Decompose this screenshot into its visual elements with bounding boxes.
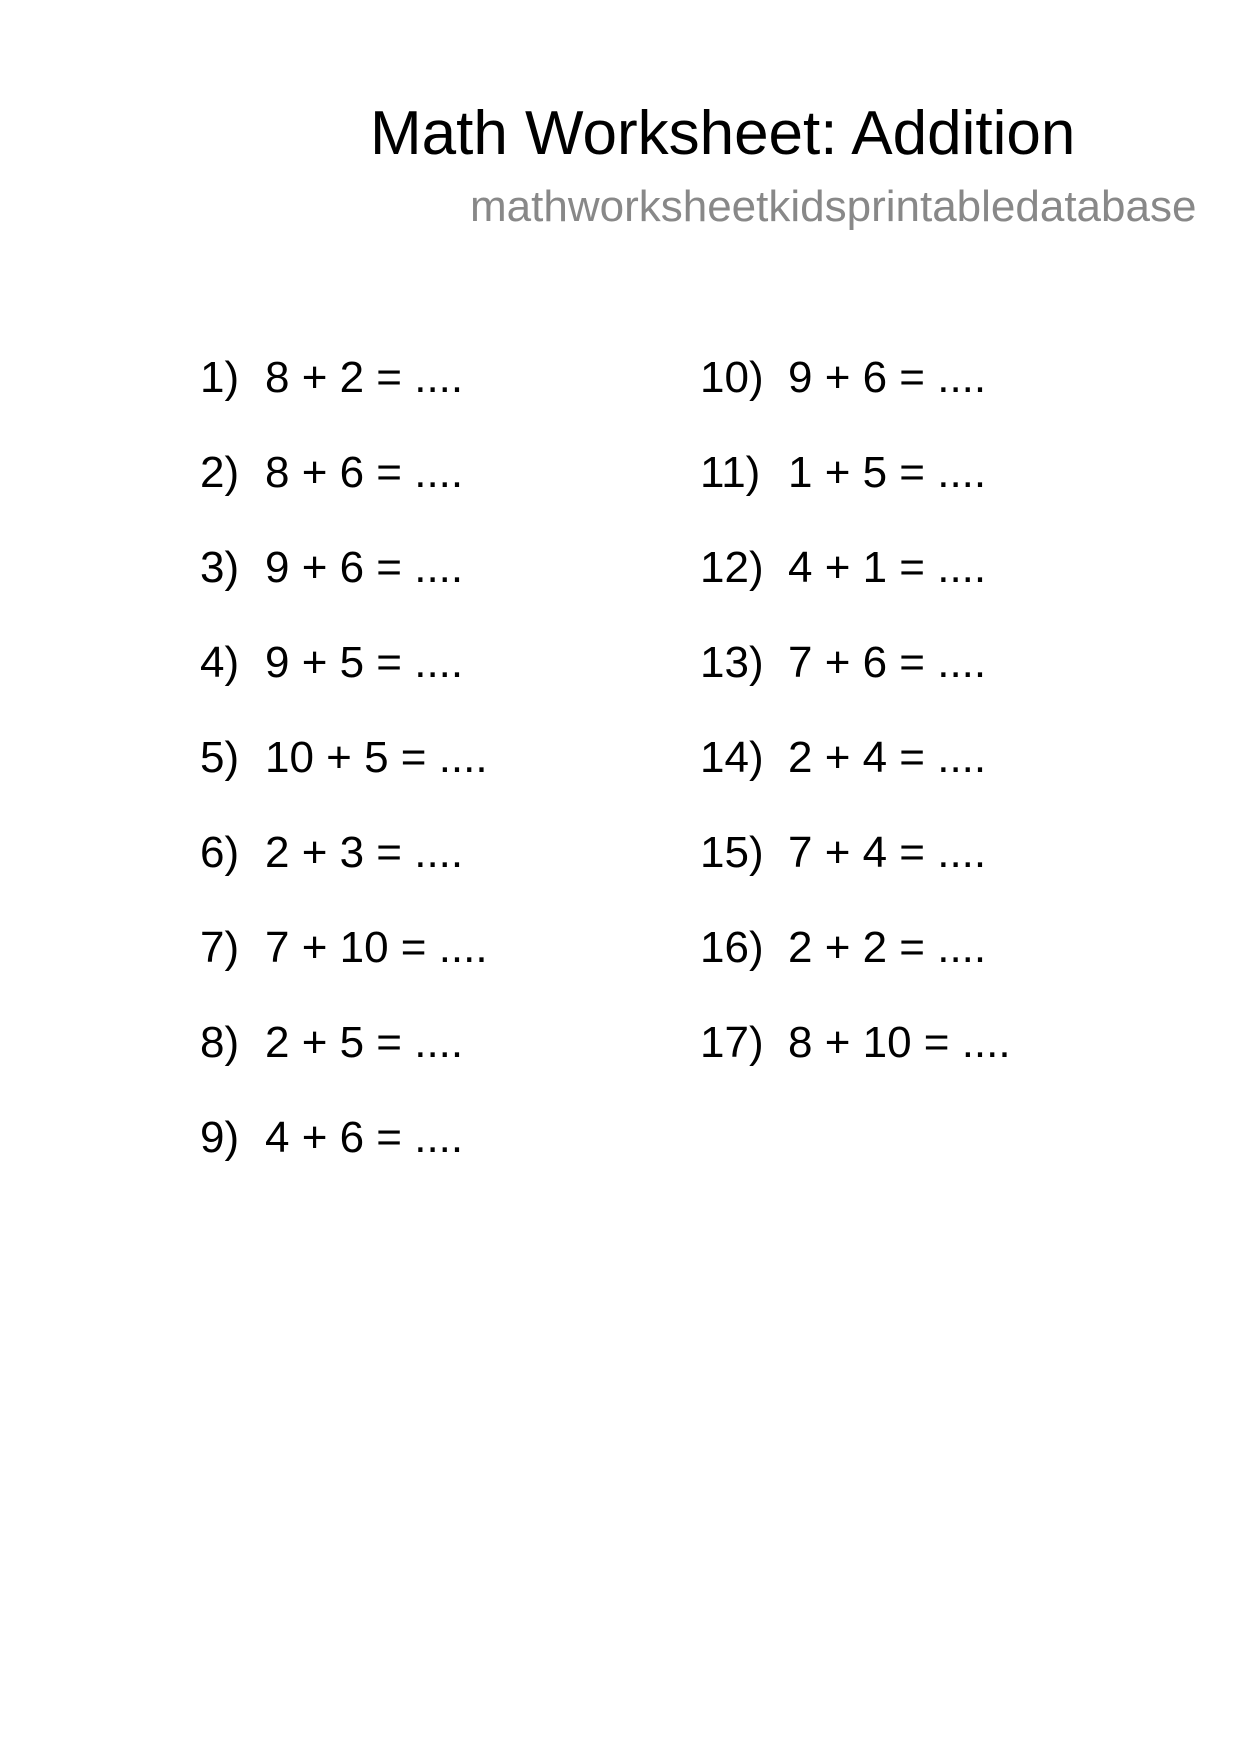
- problem-item: [200, 348, 488, 443]
- problem-expression: 10 + 5 = ....: [265, 733, 488, 782]
- problem-item: [700, 918, 1011, 1013]
- worksheet-title: Math Worksheet: Addition: [370, 99, 1076, 168]
- problem-item: [700, 443, 1011, 538]
- problem-item: [700, 1013, 1011, 1108]
- problem-expression: 9 + 6 = ....: [265, 543, 464, 592]
- problem-expression: 2 + 4 = ....: [788, 733, 987, 782]
- problem-item: [200, 443, 488, 538]
- problem-expression: 9 + 5 = ....: [265, 638, 464, 687]
- problem-item: [200, 728, 488, 823]
- problem-expression: 2 + 5 = ....: [265, 1018, 464, 1067]
- problem-item: [200, 1013, 488, 1108]
- problem-number: 12): [700, 543, 764, 592]
- problem-number: 5): [200, 733, 240, 782]
- problem-number: 13): [700, 638, 764, 687]
- problem-number: 6): [200, 828, 240, 877]
- problem-item: [200, 633, 488, 728]
- problem-number: 3): [200, 543, 240, 592]
- problem-number: 10): [700, 353, 764, 402]
- worksheet-subtitle: mathworksheetkidsprintabledatabase: [470, 182, 1197, 231]
- problem-item: [700, 728, 1011, 823]
- problem-number: 2): [200, 448, 240, 497]
- problem-item: [700, 348, 1011, 443]
- problem-expression: 8 + 10 = ....: [788, 1018, 1011, 1067]
- problem-item: [200, 538, 488, 633]
- problem-expression: 4 + 1 = ....: [788, 543, 987, 592]
- problem-expression: 7 + 6 = ....: [788, 638, 987, 687]
- problem-item: [700, 633, 1011, 728]
- problem-number: 16): [700, 923, 764, 972]
- problem-number: 15): [700, 828, 764, 877]
- problem-number: 7): [200, 923, 240, 972]
- problem-item: [200, 823, 488, 918]
- problem-number: 8): [200, 1018, 240, 1067]
- problem-number: 9): [200, 1113, 240, 1162]
- problem-number: 1): [200, 353, 240, 402]
- problem-expression: 2 + 3 = ....: [265, 828, 464, 877]
- problem-number: 4): [200, 638, 240, 687]
- problems-right-column: [700, 348, 1011, 1108]
- problems-left-column: [200, 348, 488, 1203]
- problem-item: [200, 918, 488, 1013]
- problem-expression: 7 + 10 = ....: [265, 923, 488, 972]
- problem-number: 14): [700, 733, 764, 782]
- problem-expression: 1 + 5 = ....: [788, 448, 987, 497]
- problem-expression: 9 + 6 = ....: [788, 353, 987, 402]
- problem-item: [700, 538, 1011, 633]
- problem-number: 11): [700, 448, 761, 497]
- problem-expression: 8 + 2 = ....: [265, 353, 464, 402]
- problem-item: [700, 823, 1011, 918]
- problem-number: 17): [700, 1018, 764, 1067]
- problem-expression: 2 + 2 = ....: [788, 923, 987, 972]
- problem-expression: 4 + 6 = ....: [265, 1113, 464, 1162]
- problem-expression: 8 + 6 = ....: [265, 448, 464, 497]
- problem-item: [200, 1108, 488, 1203]
- problem-expression: 7 + 4 = ....: [788, 828, 987, 877]
